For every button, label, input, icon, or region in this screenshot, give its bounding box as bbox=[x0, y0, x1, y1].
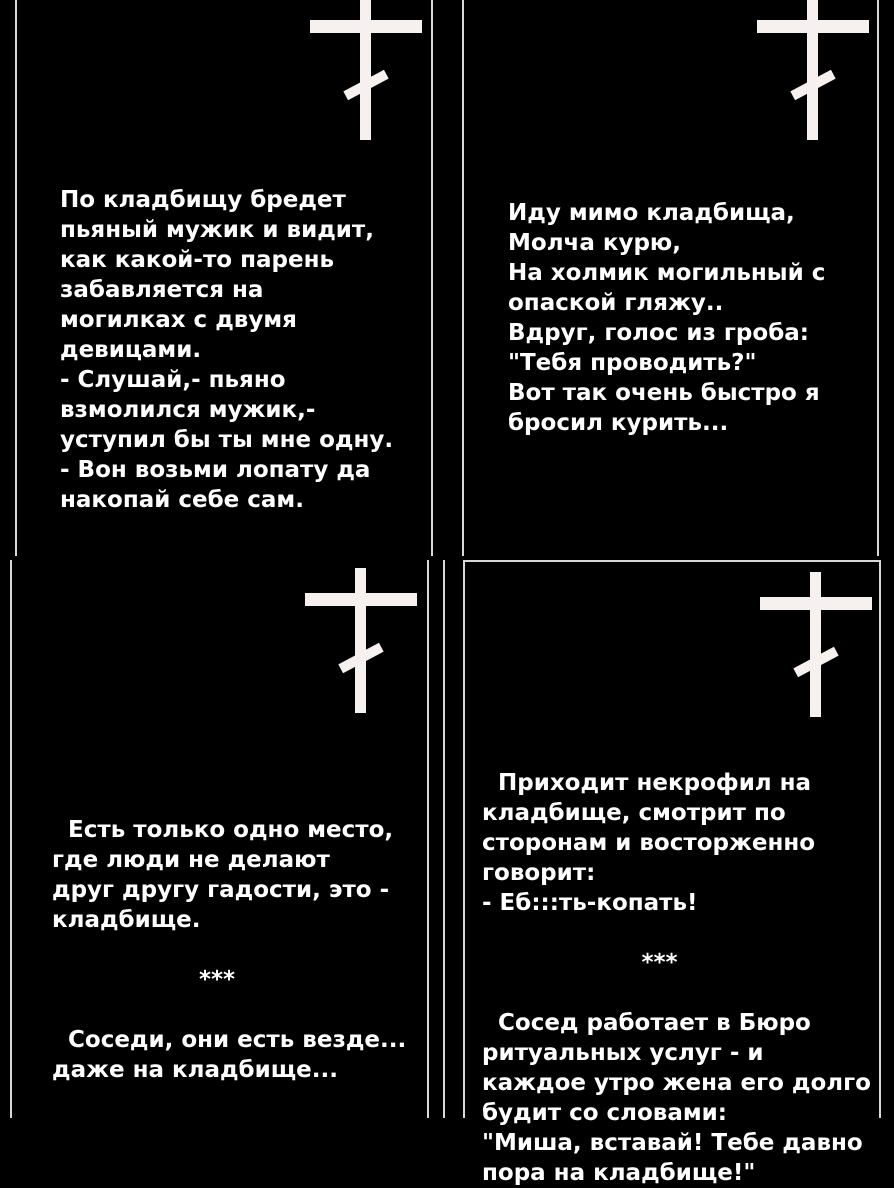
divider-line bbox=[427, 560, 429, 1118]
joke-text-1: По кладбищу бредет пьяный мужик и видит, как какой-то парень забавляется на могилках с двумя девицами. - Слушай,- пьяно взмолился мужик,- уступил бы ты мне одну. - Вон возьми лопату да накопай себе сам. bbox=[60, 187, 394, 513]
divider-line bbox=[877, 0, 879, 556]
divider-line bbox=[10, 560, 12, 1118]
joke-text-4-part-2: Сосед работает в Бюро ритуальных услуг - и каждое утро жена его долго будит со словами: "Миша, вставай! Тебе давно пора на кладбище!" bbox=[482, 1010, 871, 1186]
divider-line bbox=[443, 560, 445, 1118]
separator-asterisks: *** bbox=[198, 967, 236, 993]
joke-text-3-part-2: Соседи, они есть везде... даже на кладбище... bbox=[52, 1027, 407, 1083]
joke-text-2: Иду мимо кладбища, Молча курю, На холмик могильный с опаской гляжу.. Вдруг, голос из гроба: "Тебя проводить?" Вот так очень быстро я бросил курить... bbox=[508, 200, 826, 436]
orthodox-cross-icon bbox=[757, 0, 869, 140]
separator-asterisks: *** bbox=[641, 950, 678, 976]
joke-text-4 bbox=[482, 738, 877, 1188]
divider-line bbox=[463, 560, 881, 562]
divider-line bbox=[463, 560, 465, 1118]
divider-line bbox=[879, 560, 881, 1118]
joke-text-3 bbox=[52, 785, 422, 1085]
joke-text-4-part-1: Приходит некрофил на кладбище, смотрит по сторонам и восторженно говорит: - Еб:::ть-копать! bbox=[482, 770, 816, 916]
divider-line bbox=[15, 0, 17, 556]
orthodox-cross-icon bbox=[760, 572, 872, 717]
divider-line bbox=[431, 0, 433, 556]
divider-line bbox=[462, 0, 464, 556]
orthodox-cross-icon bbox=[305, 568, 417, 713]
joke-text-3-part-1: Есть только одно место, где люди не делают друг другу гадости, это - кладбище. bbox=[52, 817, 394, 933]
orthodox-cross-icon bbox=[310, 0, 422, 140]
